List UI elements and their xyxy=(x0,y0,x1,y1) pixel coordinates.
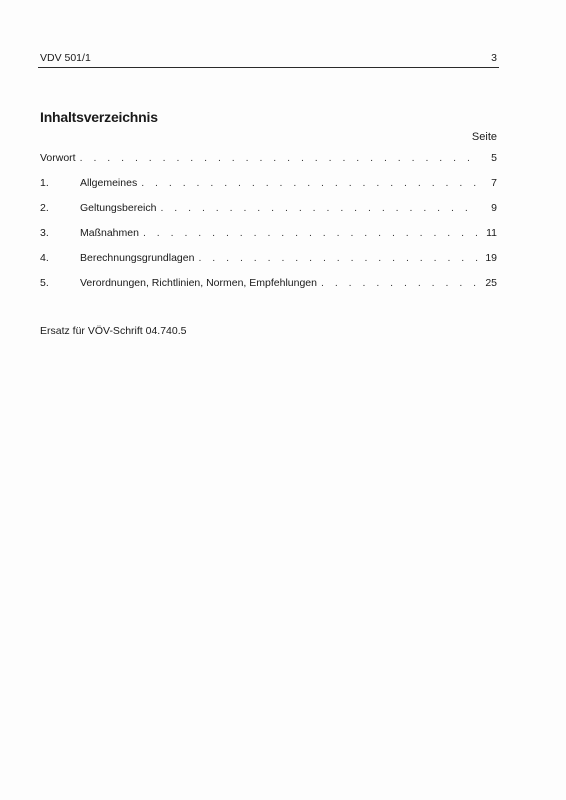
toc-leader-dots xyxy=(321,277,479,289)
toc-entry-label: Verordnungen, Richtlinien, Normen, Empfehlungen xyxy=(80,277,317,289)
page-header xyxy=(40,52,497,68)
toc-title: Inhaltsverzeichnis xyxy=(40,109,158,125)
toc-leader-dots xyxy=(198,252,479,264)
toc-entry-allgemeines[interactable] xyxy=(40,177,497,193)
toc-entry-page: 19 xyxy=(485,252,497,264)
toc-entry-page: 9 xyxy=(491,202,497,214)
toc-entry-verordnungen[interactable] xyxy=(40,277,497,293)
document-id: VDV 501/1 xyxy=(40,52,91,64)
toc-entry-label: Maßnahmen xyxy=(80,227,139,239)
toc-entry-geltungsbereich[interactable] xyxy=(40,202,497,218)
header-divider xyxy=(38,67,499,68)
toc-entry-number: 3. xyxy=(40,227,49,239)
page-column-label: Seite xyxy=(471,131,497,143)
replacement-note: Ersatz für VÖV-Schrift 04.740.5 xyxy=(40,325,187,337)
toc-entry-page: 7 xyxy=(491,177,497,189)
toc-leader-dots xyxy=(141,177,479,189)
toc-entry-berechnungsgrundlagen[interactable] xyxy=(40,252,497,268)
toc-entry-number: 5. xyxy=(40,277,49,289)
toc-entry-page: 5 xyxy=(491,152,497,164)
toc-entry-vorwort[interactable] xyxy=(40,152,497,168)
toc-entry-number: 2. xyxy=(40,202,49,214)
toc-entry-page: 11 xyxy=(486,227,497,239)
toc-entry-number: 4. xyxy=(40,252,49,264)
toc-entry-page: 25 xyxy=(485,277,497,289)
page-number: 3 xyxy=(491,52,497,64)
toc-leader-dots xyxy=(160,202,479,214)
toc-entry-label: Vorwort xyxy=(40,152,76,164)
toc-leader-dots xyxy=(80,152,479,164)
toc-entry-label: Allgemeines xyxy=(80,177,138,189)
toc-entry-label: Geltungsbereich xyxy=(80,202,157,214)
toc-leader-dots xyxy=(143,227,479,239)
toc-entry-massnahmen[interactable] xyxy=(40,227,497,243)
toc-entry-label: Berechnungsgrundlagen xyxy=(80,252,195,264)
toc-entry-number: 1. xyxy=(40,177,49,189)
